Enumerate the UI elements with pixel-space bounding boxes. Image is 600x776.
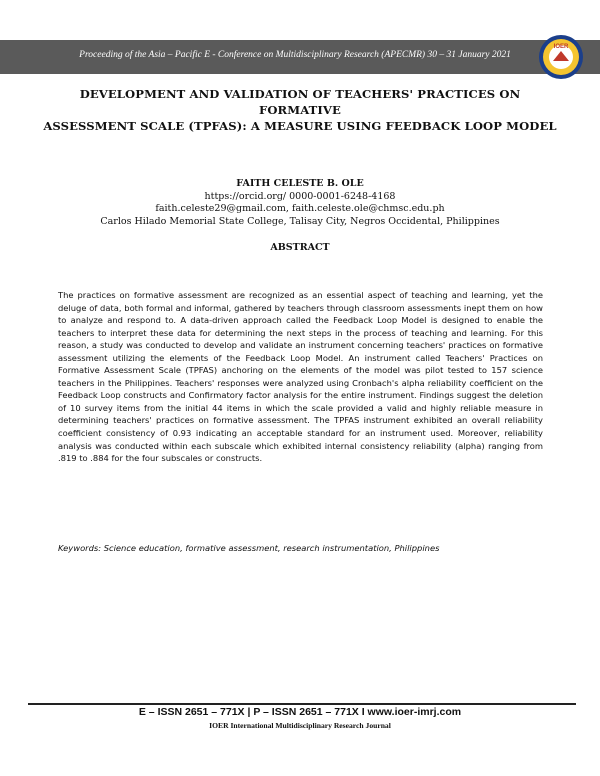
title-line-1: DEVELOPMENT AND VALIDATION OF TEACHERS' PRACTICES ON FORMATIVE xyxy=(79,87,521,117)
abstract-heading: ABSTRACT xyxy=(270,242,330,253)
title-line-2: ASSESSMENT SCALE (TPFAS): A MEASURE USING FEEDBACK LOOP MODEL xyxy=(43,119,557,133)
keywords: Keywords: Science education, formative assessment, research instrumentation, Philippines xyxy=(58,543,440,553)
ioer-logo xyxy=(538,34,584,80)
author-orcid: https://orcid.org/ 0000-0001-6248-4168 xyxy=(204,190,396,202)
author-affiliation: Carlos Hilado Memorial State College, Talisay City, Negros Occidental, Philippines xyxy=(100,215,500,227)
footer-rule xyxy=(28,703,576,705)
author-block xyxy=(40,178,560,228)
author-name: FAITH CELESTE B. OLE xyxy=(236,178,364,189)
proceeding-title: Proceeding of the Asia – Pacific E - Conference on Multidisciplinary Research (APECMR) 30 – 31 January 2021 xyxy=(79,50,511,60)
abstract-body: The practices on formative assessment are recognized as an essential aspect of teaching and learning, yet the deluge of data, both formal and informal, gathered by teachers through classroom assessments inept them on how to analyze and respond to. A data-driven approach called the Feedback Loop Model is designed to enable the teachers to interpret these data for determining the next steps in the process of teaching and learning. For this reason, a study was conducted to develop and validate an instrument concerning teachers' practices on formative assessment utilizing the elements of the Feedback Loop Model. An instrument called Teachers' Practices on Formative Assessment Scale (TPFAS) anchoring on the elements of the model was pilot tested to 157 science teachers in the Philippines. Teachers' responses were analyzed using Cronbach's alpha reliability coefficient on the Feedback Loop constructs and Confirmatory factor analysis for the entire instrument. Findings suggest the deletion of 10 survey items from the initial 44 items in which the scale provided a valid and highly reliable measure in determining teachers' practices on formative assessment. The TPFAS instrument exhibited an overall reliability coefficient consistency of 0.93 indicating an acceptable standard for an instrument used. Moreover, reliability analysis was conducted within each subscale which exhibited internal consistency reliability (alpha) ranging from .819 to .884 for the four subscales or constructs. xyxy=(58,290,543,464)
author-emails: faith.celeste29@gmail.com, faith.celeste.ole@chmsc.edu.ph xyxy=(155,203,445,214)
footer-issn: E – ISSN 2651 – 771X | P – ISSN 2651 – 771X I www.ioer-imrj.com xyxy=(138,706,462,718)
header-banner xyxy=(0,40,600,74)
footer-organization: IOER International Multidisciplinary Research Journal xyxy=(209,721,391,730)
logo-text: IOER xyxy=(553,44,569,50)
paper-title xyxy=(40,86,560,134)
